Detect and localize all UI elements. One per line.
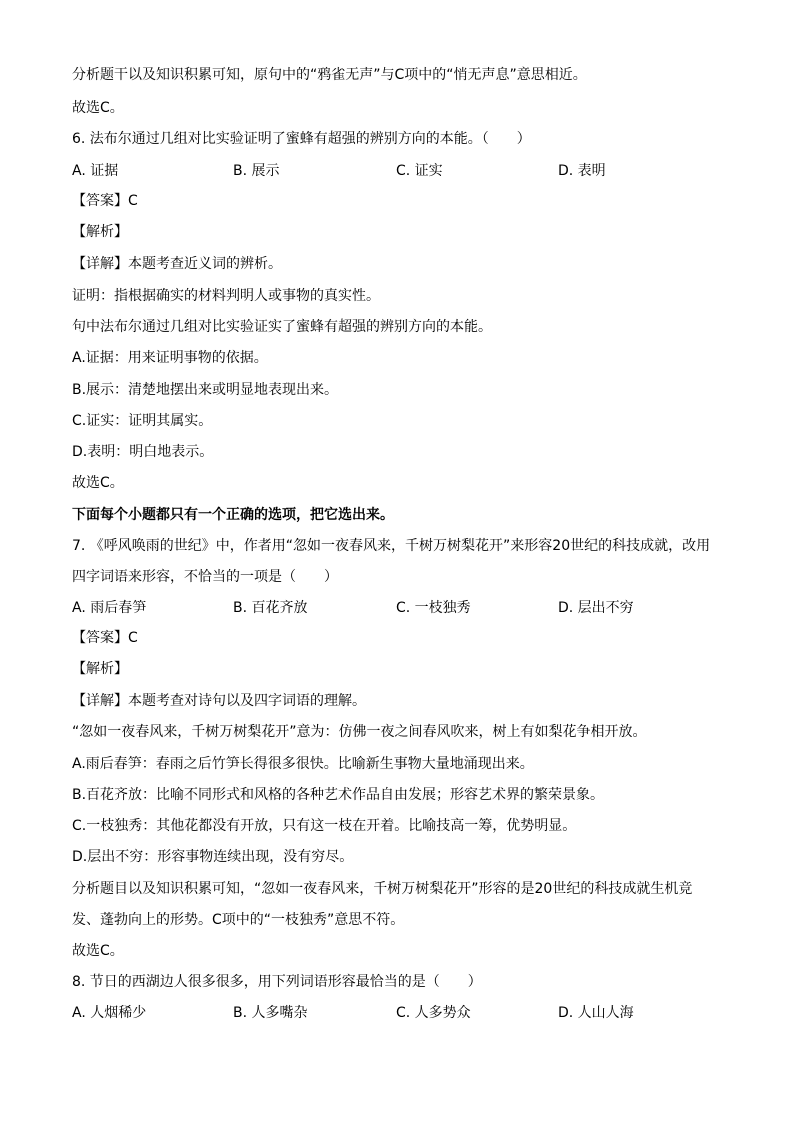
question-8: 8. 节日的西湖边人很多很多，用下列词语形容最恰当的是（ ） [72, 974, 482, 990]
q6-detail: 【详解】本题考查近义词的辨析。 [72, 256, 282, 272]
q6-option-d: D. 表明 [558, 163, 606, 179]
question-7-cont: 四字词语来形容，不恰当的一项是（ ） [72, 569, 338, 585]
q6-detail-line: 证明：指根据确实的材料判明人或事物的真实性。 [72, 288, 380, 304]
q7-detail-line: 发、蓬勃向上的形势。C项中的“一枝独秀”意思不符。 [72, 912, 405, 928]
q7-detail-line: D.层出不穷：形容事物连续出现，没有穷尽。 [72, 849, 354, 865]
question-7: 7. 《呼风唤雨的世纪》中，作者用“忽如一夜春风来，千树万树梨花开”来形容20世纪的科技成就，改用 [72, 538, 711, 554]
conclusion-text: 故选C。 [72, 100, 124, 116]
q7-detail-line: B.百花齐放：比喻不同形式和风格的各种艺术作品自由发展；形容艺术界的繁荣景象。 [72, 787, 605, 803]
q7-answer: 【答案】C [72, 630, 138, 646]
q7-analysis-label: 【解析】 [72, 661, 128, 677]
q7-detail-line: A.雨后春笋：春雨之后竹笋长得很多很快。比喻新生事物大量地涌现出来。 [72, 756, 534, 772]
q7-option-c: C. 一枝独秀 [396, 600, 471, 616]
q8-option-c: C. 人多势众 [396, 1005, 471, 1021]
q6-option-c: C. 证实 [396, 163, 443, 179]
section-heading: 下面每个小题都只有一个正确的选项，把它选出来。 [72, 507, 394, 523]
q7-conclusion: 故选C。 [72, 943, 124, 959]
q6-answer: 【答案】C [72, 193, 138, 209]
q6-detail-line: C.证实：证明其属实。 [72, 413, 213, 429]
q7-detail-line: “忽如一夜春风来，千树万树梨花开”意为：仿佛一夜之间春风吹来，树上有如梨花争相开放。 [72, 724, 647, 740]
q6-option-a: A. 证据 [72, 163, 119, 179]
q7-option-b: B. 百花齐放 [233, 600, 308, 616]
q6-conclusion: 故选C。 [72, 475, 124, 491]
q8-option-a: A. 人烟稀少 [72, 1005, 147, 1021]
q6-analysis-label: 【解析】 [72, 224, 128, 240]
question-6: 6. 法布尔通过几组对比实验证明了蜜蜂有超强的辨别方向的本能。（ ） [72, 131, 531, 147]
q6-detail-line: B.展示：清楚地摆出来或明显地表现出来。 [72, 382, 339, 398]
q7-detail-line: C.一枝独秀：其他花都没有开放，只有这一枝在开着。比喻技高一筹，优势明显。 [72, 818, 577, 834]
q7-detail: 【详解】本题考查对诗句以及四字词语的理解。 [72, 693, 366, 709]
q8-option-b: B. 人多嘴杂 [233, 1005, 308, 1021]
q7-detail-line: 分析题目以及知识积累可知，“忽如一夜春风来，千树万树梨花开”形容的是20世纪的科技成就生机竞 [72, 881, 693, 897]
q8-option-d: D. 人山人海 [558, 1005, 634, 1021]
analysis-text: 分析题干以及知识积累可知，原句中的“鸦雀无声”与C项中的“悄无声息”意思相近。 [72, 67, 587, 83]
q7-option-a: A. 雨后春笋 [72, 600, 147, 616]
q7-option-d: D. 层出不穷 [558, 600, 634, 616]
q6-detail-line: D.表明：明白地表示。 [72, 444, 214, 460]
q6-detail-line: 句中法布尔通过几组对比实验证实了蜜蜂有超强的辨别方向的本能。 [72, 319, 492, 335]
q6-detail-line: A.证据：用来证明事物的依据。 [72, 350, 268, 366]
q6-option-b: B. 展示 [233, 163, 280, 179]
